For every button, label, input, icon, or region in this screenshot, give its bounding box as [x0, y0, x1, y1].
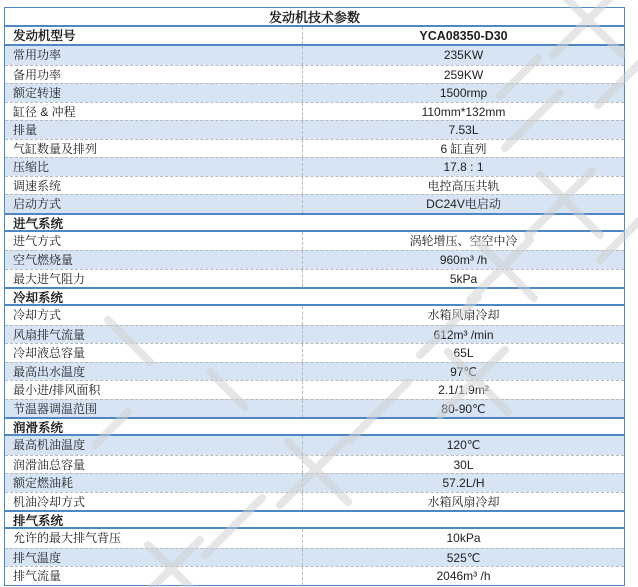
spec-label: 排量 [5, 121, 303, 139]
spec-label: 最小进/排风面积 [5, 381, 303, 399]
table-row [5, 492, 624, 511]
table-row [5, 83, 624, 102]
engine-spec-table [4, 7, 625, 586]
spec-value: 涡轮增压、空空中冷 [409, 233, 518, 248]
spec-value: 525℃ [446, 550, 481, 565]
spec-label: 排气流量 [5, 567, 303, 585]
spec-value: YCA08350-D30 [419, 29, 508, 43]
spec-value: 6 缸直列 [440, 141, 487, 156]
spec-label: 最大进气阻力 [5, 270, 303, 288]
section-header-cooling [5, 287, 624, 306]
table-row [5, 529, 624, 548]
table-title-row [5, 8, 624, 27]
section-title: 冷却系统 [13, 291, 64, 305]
spec-value: 水箱风扇冷却 [427, 494, 500, 509]
spec-label: 最高机油温度 [5, 436, 303, 455]
spec-value: 235KW [443, 48, 484, 62]
section-header-exhaust [5, 510, 624, 529]
table-row [5, 566, 624, 585]
table-row [5, 473, 624, 492]
spec-label: 额定转速 [5, 84, 303, 102]
spec-value: 2046m³ /h [436, 569, 491, 583]
table-row [5, 46, 624, 65]
spec-label: 启动方式 [5, 195, 303, 213]
spec-value: 水箱风扇冷却 [427, 308, 500, 322]
table-row [5, 194, 624, 213]
spec-label: 最高出水温度 [5, 363, 303, 381]
spec-label: 备用功率 [5, 66, 303, 84]
table-title: 发动机技术参数 [268, 10, 360, 25]
section-title: 排气系统 [13, 514, 64, 528]
spec-value: 30L [453, 457, 474, 472]
table-row [5, 399, 624, 418]
table-row [5, 362, 624, 381]
spec-value: 17.8 : 1 [443, 160, 484, 174]
spec-label: 进气方式 [5, 232, 303, 251]
spec-label: 常用功率 [5, 46, 303, 65]
spec-value: 612m³ /min [433, 327, 494, 342]
spec-label: 风扇排气流量 [5, 326, 303, 344]
spec-label: 空气燃烧量 [5, 251, 303, 269]
spec-value: 7.53L [448, 123, 479, 137]
table-row [5, 436, 624, 455]
spec-value: 电控高压共轨 [427, 178, 500, 193]
spec-label: 气缸数量及排列 [5, 140, 303, 158]
section-header-lubrication [5, 417, 624, 436]
section-title: 进气系统 [13, 216, 64, 231]
table-row [5, 27, 624, 46]
spec-label: 压缩比 [5, 158, 303, 176]
table-row [5, 455, 624, 474]
table-row [5, 102, 624, 121]
spec-value: 65L [453, 346, 474, 360]
spec-label: 节温器调温范围 [5, 400, 303, 418]
table-row [5, 548, 624, 567]
table-row [5, 120, 624, 139]
spec-label: 额定燃油耗 [5, 474, 303, 492]
spec-label: 润滑油总容量 [5, 456, 303, 474]
spec-value: 960m³ /h [439, 253, 488, 267]
spec-value: 1500rmp [439, 86, 488, 100]
table-row [5, 65, 624, 84]
spec-value: 5kPa [449, 271, 478, 286]
table-row [5, 343, 624, 362]
table-row [5, 325, 624, 344]
spec-label: 缸径 & 冲程 [5, 103, 303, 121]
table-row [5, 250, 624, 269]
table-row [5, 232, 624, 251]
spec-label: 排气温度 [5, 549, 303, 567]
spec-label: 冷却液总容量 [5, 344, 303, 362]
table-row [5, 176, 624, 195]
table-row [5, 269, 624, 288]
spec-value: 10kPa [446, 531, 481, 545]
section-title: 润滑系统 [13, 421, 64, 435]
spec-label: 调速系统 [5, 177, 303, 195]
spec-value: 120℃ [446, 438, 481, 452]
spec-label: 冷却方式 [5, 306, 303, 325]
section-header-intake [5, 213, 624, 232]
table-row [5, 306, 624, 325]
table-row [5, 380, 624, 399]
spec-value: DC24V电启动 [426, 197, 501, 211]
table-row [5, 157, 624, 176]
spec-label: 允许的最大排气背压 [5, 529, 303, 548]
spec-value: 97℃ [450, 364, 477, 379]
spec-value: 80-90℃ [441, 401, 486, 416]
spec-label: 机油冷却方式 [5, 493, 303, 511]
spec-value: 2.1/1.9m² [438, 383, 489, 397]
spec-label: 发动机型号 [5, 27, 303, 44]
spec-value: 110mm*132mm [421, 104, 506, 119]
table-row [5, 139, 624, 158]
spec-value: 259KW [443, 67, 484, 82]
spec-value: 57.2L/H [442, 476, 485, 490]
